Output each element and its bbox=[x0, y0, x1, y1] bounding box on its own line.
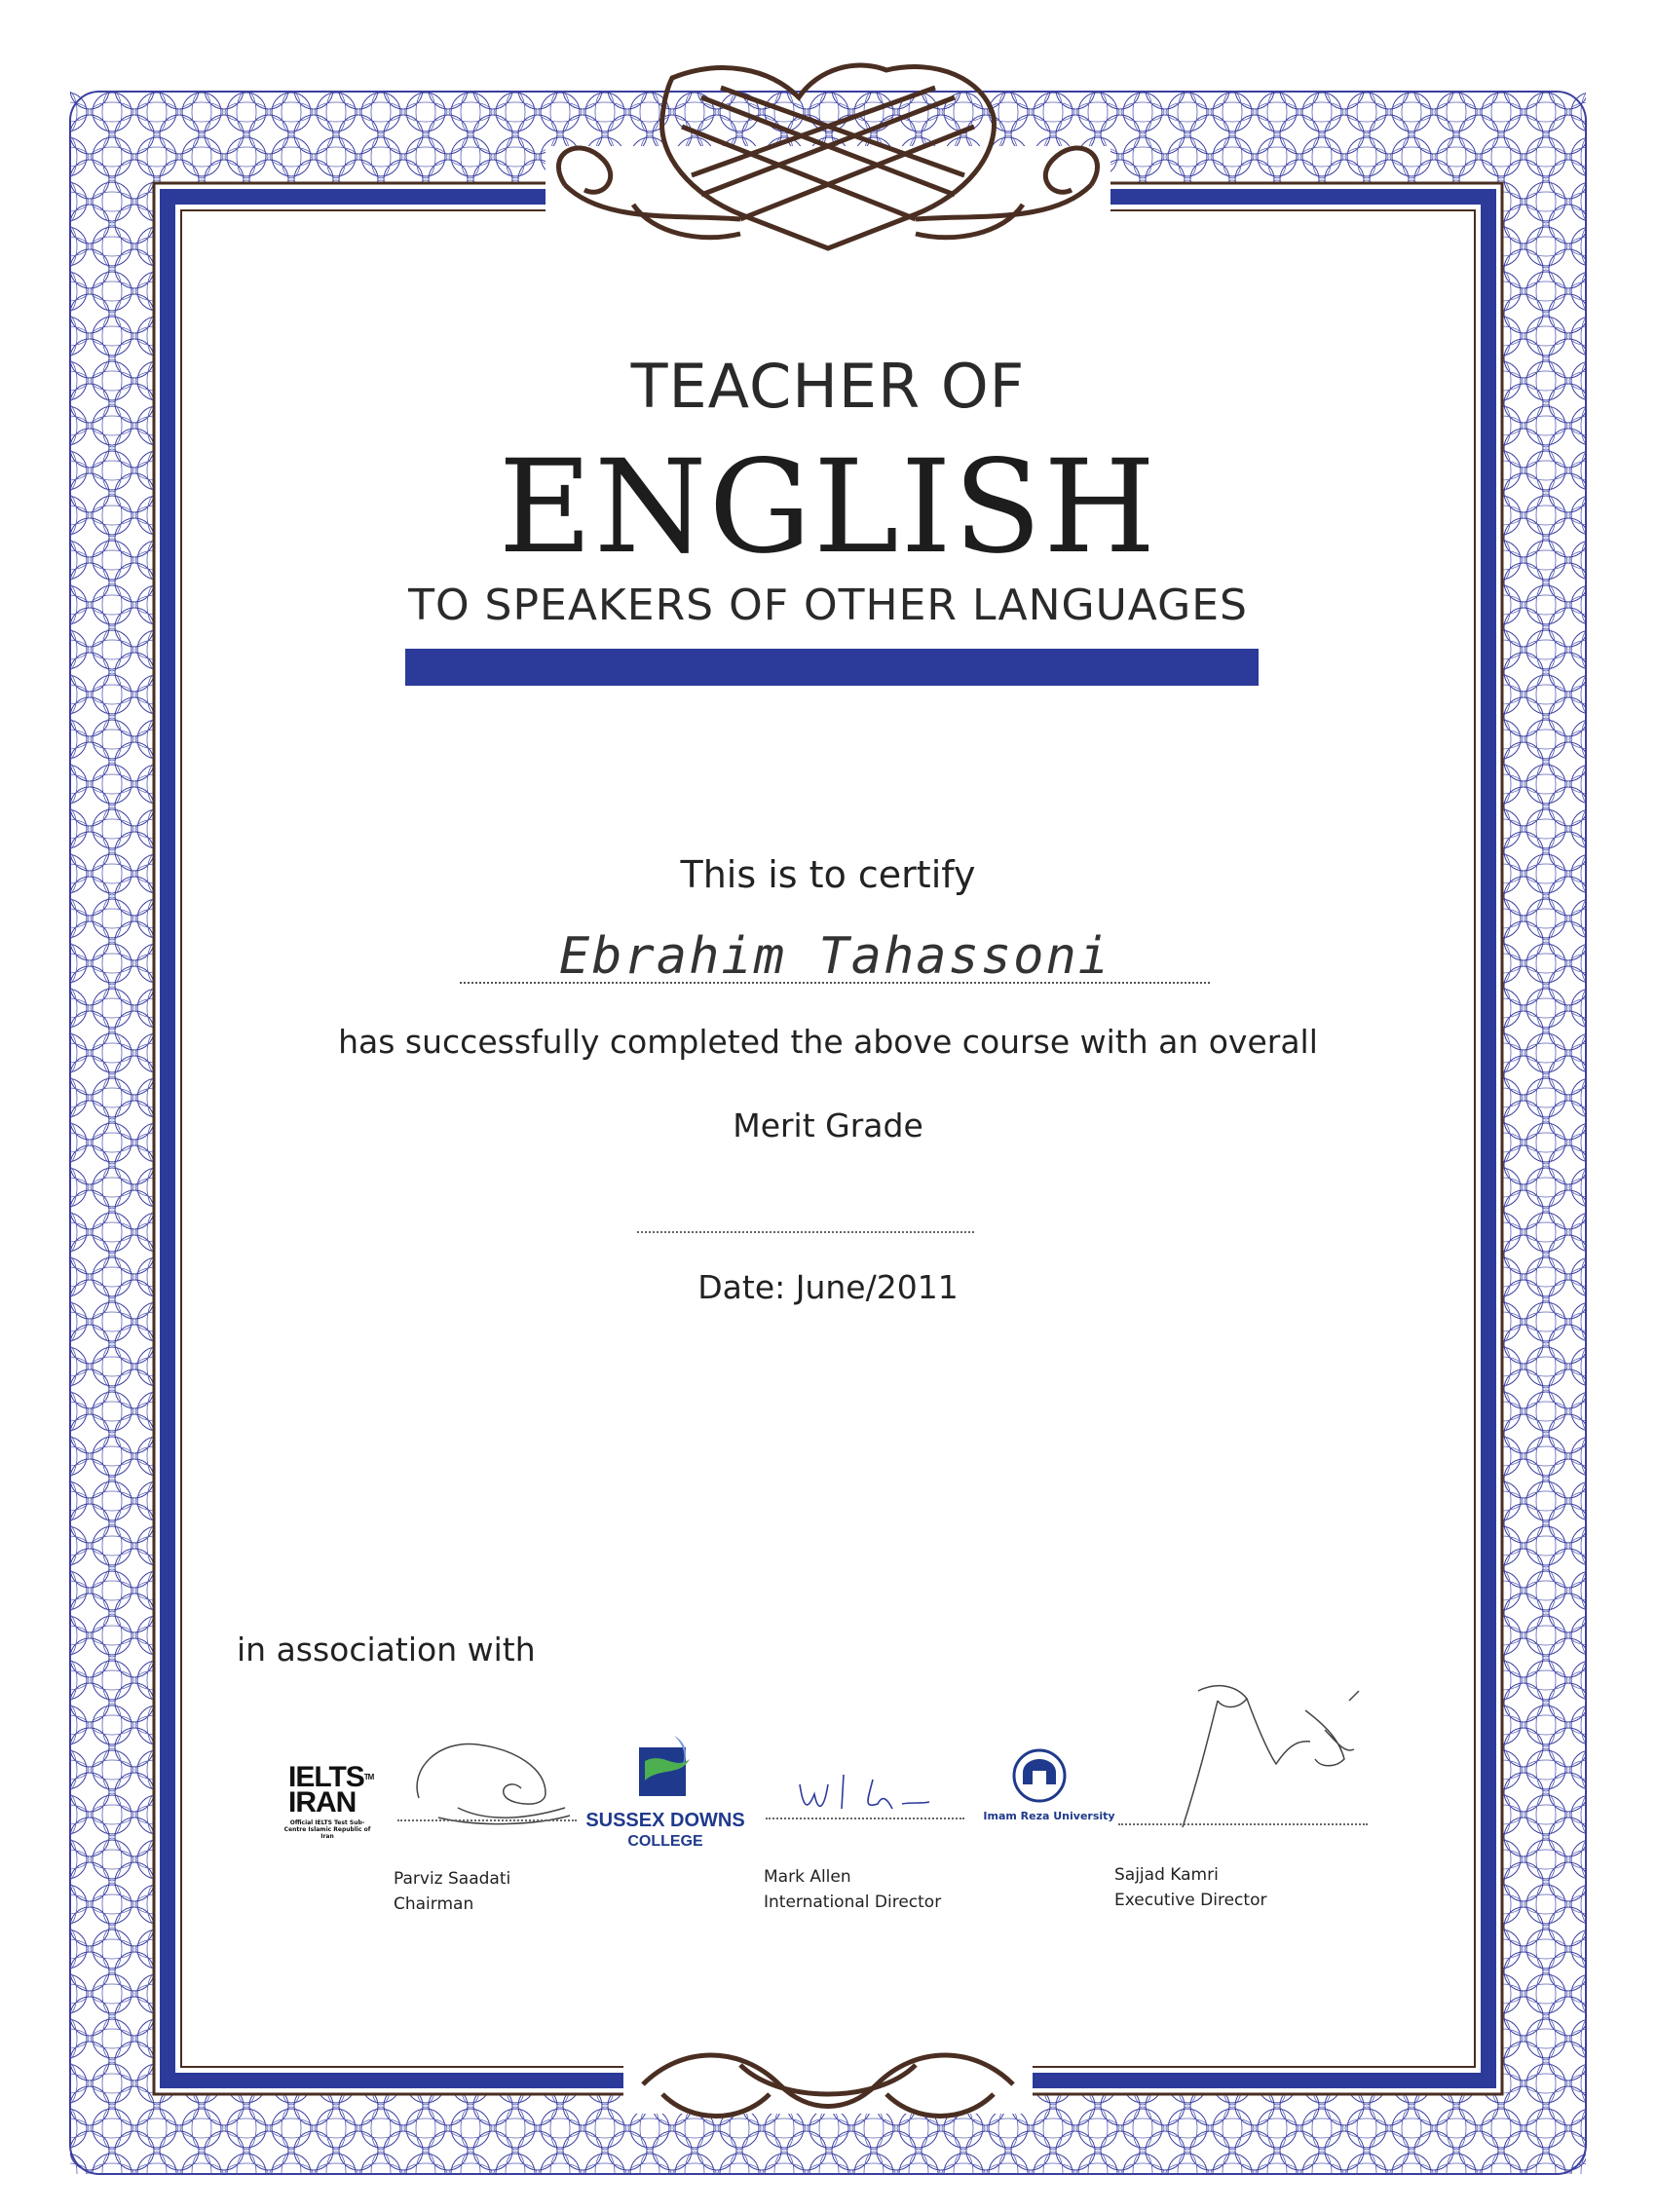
imam-reza-logo-icon bbox=[1007, 1745, 1072, 1806]
signer-2 bbox=[764, 1864, 941, 1915]
sussex-line2: COLLEGE bbox=[627, 1833, 703, 1850]
ielts-subtitle: Official IELTS Test Sub-Centre Islamic Republic of Iran bbox=[283, 1819, 371, 1840]
grade-dotted-line bbox=[637, 1231, 974, 1233]
imam-reza-logo-text: Imam Reza University bbox=[983, 1810, 1115, 1822]
signature-line-2 bbox=[766, 1818, 964, 1819]
title-subtitle: TO SPEAKERS OF OTHER LANGUAGES bbox=[408, 581, 1248, 630]
signer-1 bbox=[394, 1866, 510, 1917]
signer-1-name: Parviz Saadati bbox=[394, 1869, 511, 1889]
completion-text: has successfully completed the above course with an overall bbox=[338, 1023, 1318, 1061]
signer-3-name: Sajjad Kamri bbox=[1114, 1865, 1219, 1885]
signer-2-name: Mark Allen bbox=[764, 1867, 851, 1887]
signature-line-1 bbox=[397, 1819, 577, 1821]
ielts-iran-logo: IELTS™ IRAN bbox=[288, 1761, 374, 1818]
title-divider-bar bbox=[405, 649, 1259, 686]
name-dotted-line bbox=[460, 982, 1210, 984]
recipient-name: Ebrahim Tahassoni bbox=[558, 927, 1111, 986]
grade-text: Merit Grade bbox=[733, 1106, 923, 1144]
date-text: Date: June/2011 bbox=[697, 1268, 959, 1306]
signer-3-role: Executive Director bbox=[1114, 1891, 1267, 1910]
bottom-ornament bbox=[623, 2055, 1033, 2117]
title-english: ENGLISH bbox=[498, 432, 1158, 582]
signature-mark-allen bbox=[785, 1765, 931, 1823]
signature-line-3 bbox=[1118, 1823, 1368, 1825]
ielts-tm: TM bbox=[363, 1773, 374, 1781]
title-teacher-of: TEACHER OF bbox=[630, 351, 1026, 422]
sussex-downs-logo bbox=[583, 1810, 748, 1853]
association-text: in association with bbox=[237, 1631, 536, 1668]
signer-3 bbox=[1114, 1862, 1266, 1913]
signature-sajjad-kamri bbox=[1140, 1671, 1374, 1837]
sussex-line1: SUSSEX DOWNS bbox=[585, 1810, 745, 1831]
signer-1-role: Chairman bbox=[394, 1894, 474, 1914]
certify-text: This is to certify bbox=[680, 853, 976, 896]
signer-2-role: International Director bbox=[764, 1893, 942, 1912]
sussex-downs-logo-icon bbox=[635, 1732, 697, 1800]
